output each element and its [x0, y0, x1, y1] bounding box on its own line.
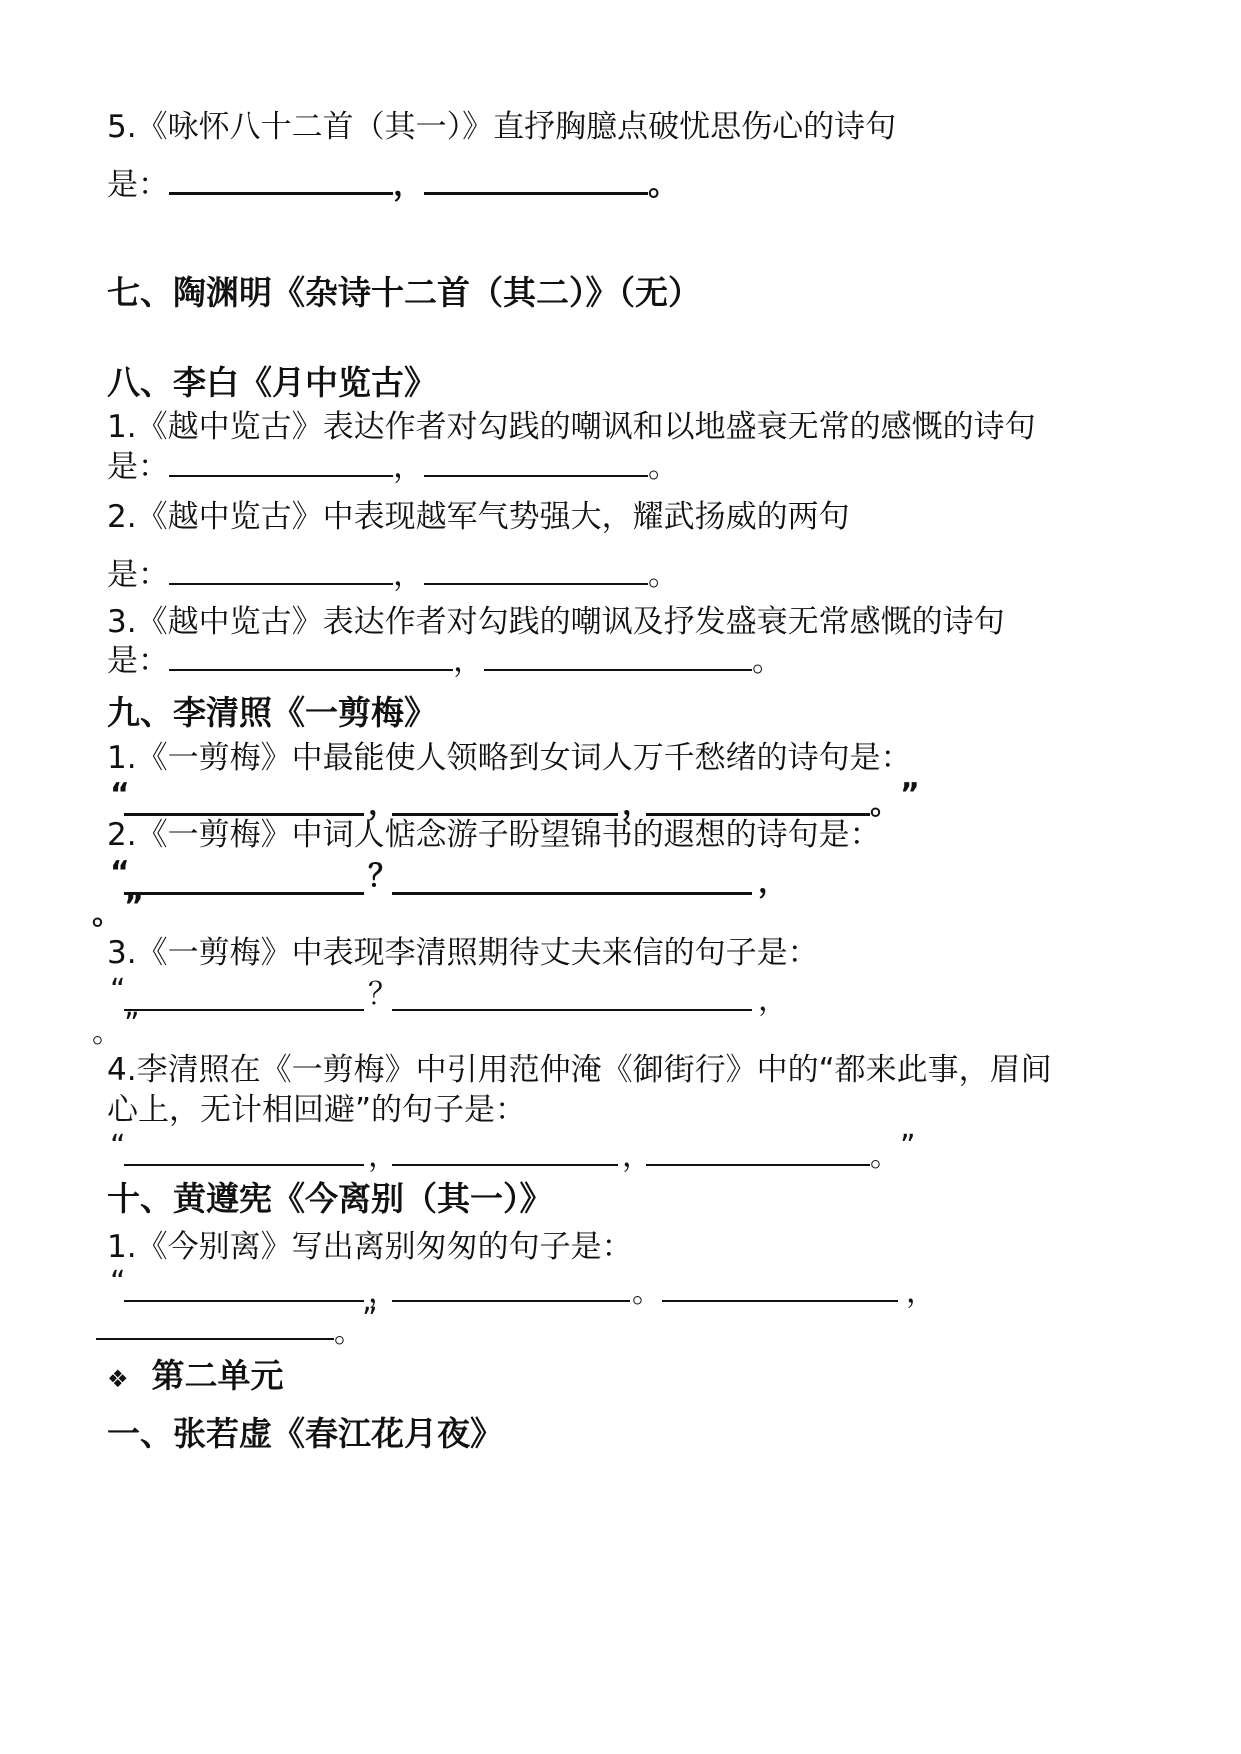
answer-blank[interactable]	[124, 1138, 364, 1166]
answer-blank[interactable]	[392, 983, 752, 1011]
answer-blank[interactable]	[124, 787, 364, 816]
answer-blank[interactable]	[646, 787, 870, 816]
open-quote: “	[110, 777, 130, 812]
answer-blank[interactable]	[424, 166, 648, 195]
section-8-item-3-text: 3.《越中览古》表达作者对勾践的嘲讽及抒发盛衰无常感慨的诗句	[107, 604, 1005, 640]
answer-blank[interactable]	[662, 1274, 898, 1302]
close-quote: ”	[900, 777, 920, 812]
comma: ，	[393, 557, 424, 593]
period: 。	[648, 557, 679, 593]
period: 。	[632, 1275, 662, 1310]
answer-blank[interactable]	[646, 1138, 870, 1166]
answer-blank[interactable]	[424, 449, 648, 477]
section-8-item-1-text: 1.《越中览古》表达作者对勾践的嘲讽和以地盛衰无常的感慨的诗句	[107, 409, 1036, 445]
section-8-item-3-answer	[107, 641, 783, 681]
close-quote: ”	[362, 1302, 378, 1337]
period: 。	[752, 643, 783, 679]
comma: ，	[622, 787, 652, 822]
section-9-item-4-text-line-2: 心上，无计相回避”的句子是：	[107, 1092, 527, 1128]
open-quote: “	[110, 973, 126, 1008]
section-9-heading: 九、李清照《一剪梅》	[107, 693, 437, 732]
section-9-item-4-text-line-1: 4.李清照在《一剪梅》中引用范仲淹《御街行》中的“都来此事，眉间	[107, 1052, 1052, 1088]
answer-blank[interactable]	[169, 449, 393, 477]
answer-blank[interactable]	[392, 787, 618, 816]
unit-2-title: 第二单元	[151, 1356, 284, 1395]
answer-blank[interactable]	[169, 643, 453, 671]
close-quote: ”	[124, 1007, 140, 1042]
period: 。	[648, 449, 679, 485]
comma: ，	[906, 1275, 936, 1310]
section-8-item-2-answer	[107, 555, 679, 595]
open-quote: “	[110, 1265, 126, 1300]
section-8-heading: 八、李白《月中览古》	[107, 363, 437, 402]
section-8-item-1-answer	[107, 447, 679, 487]
section-8-item-2-text: 2.《越中览古》中表现越军气势强大，耀武扬威的两句	[107, 499, 850, 535]
unit-2-section-1-heading: 一、张若虚《春江花月夜》	[107, 1414, 503, 1453]
question-mark: ？	[368, 977, 398, 1012]
period: 。	[92, 1015, 122, 1050]
answer-blank[interactable]	[392, 1138, 618, 1166]
open-quote: “	[110, 855, 130, 890]
diamond-bullet-icon: ❖	[107, 1365, 129, 1393]
comma: ，	[622, 1139, 652, 1174]
period: 。	[870, 787, 900, 822]
answer-prefix: 是：	[107, 167, 169, 203]
question-mark: ？	[368, 859, 398, 894]
answer-blank[interactable]	[392, 1274, 630, 1302]
answer-blank[interactable]	[424, 557, 648, 585]
answer-prefix: 是：	[107, 449, 169, 485]
section-9-item-3-text: 3.《一剪梅》中表现李清照期待丈夫来信的句子是：	[107, 935, 819, 971]
section-10-item-1-text: 1.《今别离》写出离别匆匆的句子是：	[107, 1229, 633, 1265]
section-9-item-1-text: 1.《一剪梅》中最能使人领略到女词人万千愁绪的诗句是：	[107, 740, 912, 776]
comma: ，	[453, 643, 484, 679]
question-5-answer	[107, 165, 679, 205]
period: 。	[92, 897, 122, 932]
comma: ，	[758, 983, 788, 1018]
period: 。	[334, 1315, 364, 1350]
comma: ，	[368, 1275, 398, 1310]
answer-blank[interactable]	[484, 643, 752, 671]
comma: ，	[758, 865, 788, 900]
close-quote: ”	[900, 1129, 916, 1164]
comma: ，	[393, 167, 424, 203]
section-7-heading: 七、陶渊明《杂诗十二首（其二）》（无）	[107, 273, 701, 312]
open-quote: “	[110, 1129, 126, 1164]
close-quote: ”	[124, 889, 144, 924]
answer-prefix: 是：	[107, 643, 169, 679]
answer-blank[interactable]	[96, 1312, 334, 1340]
answer-blank[interactable]	[124, 1274, 364, 1302]
answer-blank[interactable]	[169, 557, 393, 585]
period: 。	[648, 167, 679, 203]
question-5-text: 5.《咏怀八十二首（其一）》直抒胸臆点破忧思伤心的诗句	[107, 109, 897, 145]
comma: ，	[393, 449, 424, 485]
period: 。	[870, 1139, 900, 1174]
answer-blank[interactable]	[169, 166, 393, 195]
section-10-heading: 十、黄遵宪《今离别（其一）》	[107, 1179, 553, 1218]
answer-blank[interactable]	[392, 866, 752, 895]
comma: ，	[368, 787, 398, 822]
answer-blank[interactable]	[124, 866, 364, 895]
answer-blank[interactable]	[124, 983, 364, 1011]
answer-prefix: 是：	[107, 557, 169, 593]
unit-2-heading	[107, 1355, 284, 1400]
comma: ，	[368, 1139, 398, 1174]
section-9-item-2-text: 2.《一剪梅》中词人惦念游子盼望锦书的遐想的诗句是：	[107, 817, 881, 853]
